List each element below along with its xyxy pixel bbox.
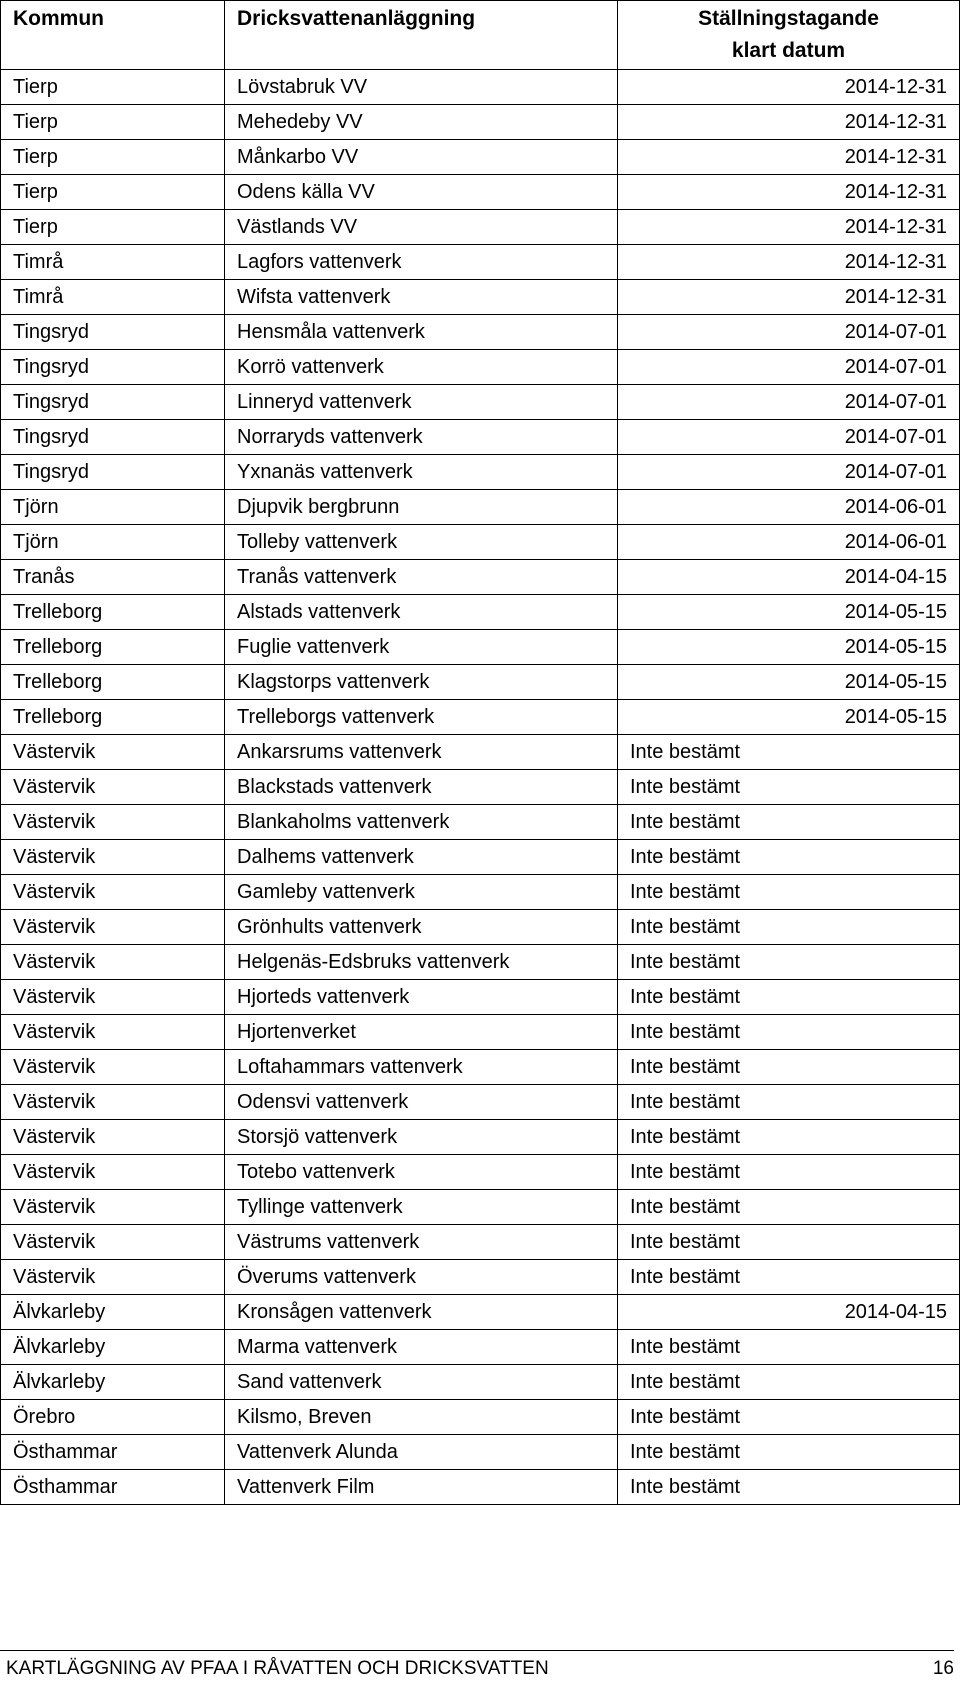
table-row [1, 1155, 960, 1190]
table-row [1, 1365, 960, 1400]
header-anlaggning: Dricksvattenanläggning [225, 1, 618, 70]
cell-kommun: Västervik [1, 735, 225, 770]
table-row [1, 280, 960, 315]
cell-datum: Inte bestämt [618, 1400, 960, 1435]
cell-kommun: Tierp [1, 175, 225, 210]
cell-anlaggning: Tranås vattenverk [225, 560, 618, 595]
table-row [1, 630, 960, 665]
cell-datum: 2014-05-15 [618, 630, 960, 665]
cell-datum: 2014-12-31 [618, 210, 960, 245]
cell-kommun: Tingsryd [1, 420, 225, 455]
cell-datum: Inte bestämt [618, 1190, 960, 1225]
cell-datum: Inte bestämt [618, 770, 960, 805]
cell-datum: 2014-12-31 [618, 245, 960, 280]
cell-anlaggning: Norraryds vattenverk [225, 420, 618, 455]
cell-anlaggning: Fuglie vattenverk [225, 630, 618, 665]
cell-datum: Inte bestämt [618, 1015, 960, 1050]
cell-anlaggning: Hjortenverket [225, 1015, 618, 1050]
cell-anlaggning: Dalhems vattenverk [225, 840, 618, 875]
table-row [1, 700, 960, 735]
table-row [1, 490, 960, 525]
cell-kommun: Tierp [1, 140, 225, 175]
table-row [1, 1120, 960, 1155]
table-row [1, 315, 960, 350]
cell-kommun: Tingsryd [1, 385, 225, 420]
cell-anlaggning: Marma vattenverk [225, 1330, 618, 1365]
cell-datum: 2014-07-01 [618, 315, 960, 350]
cell-anlaggning: Västlands VV [225, 210, 618, 245]
cell-anlaggning: Djupvik bergbrunn [225, 490, 618, 525]
cell-kommun: Trelleborg [1, 630, 225, 665]
cell-anlaggning: Lagfors vattenverk [225, 245, 618, 280]
table-row [1, 245, 960, 280]
cell-datum: 2014-04-15 [618, 1295, 960, 1330]
table-row [1, 1260, 960, 1295]
cell-anlaggning: Vattenverk Film [225, 1470, 618, 1505]
cell-datum: 2014-07-01 [618, 350, 960, 385]
table-row [1, 1470, 960, 1505]
table-row [1, 1085, 960, 1120]
cell-anlaggning: Kilsmo, Breven [225, 1400, 618, 1435]
cell-kommun: Tingsryd [1, 350, 225, 385]
table-row [1, 980, 960, 1015]
cell-kommun: Örebro [1, 1400, 225, 1435]
cell-datum: Inte bestämt [618, 1435, 960, 1470]
cell-kommun: Västervik [1, 1155, 225, 1190]
cell-kommun: Västervik [1, 1085, 225, 1120]
cell-datum: 2014-05-15 [618, 665, 960, 700]
cell-datum: 2014-06-01 [618, 525, 960, 560]
cell-anlaggning: Wifsta vattenverk [225, 280, 618, 315]
table-row [1, 525, 960, 560]
cell-anlaggning: Hensmåla vattenverk [225, 315, 618, 350]
cell-datum: Inte bestämt [618, 805, 960, 840]
cell-kommun: Tierp [1, 105, 225, 140]
cell-kommun: Tingsryd [1, 315, 225, 350]
cell-kommun: Västervik [1, 1260, 225, 1295]
table-header-row [1, 1, 960, 70]
cell-anlaggning: Ankarsrums vattenverk [225, 735, 618, 770]
cell-datum: Inte bestämt [618, 910, 960, 945]
cell-datum: Inte bestämt [618, 1155, 960, 1190]
page-footer [0, 1650, 954, 1683]
cell-kommun: Tierp [1, 210, 225, 245]
footer-title: KARTLÄGGNING AV PFAA I RÅVATTEN OCH DRICKSVATTEN [6, 1658, 549, 1679]
table-row [1, 735, 960, 770]
table-row [1, 210, 960, 245]
cell-datum: 2014-05-15 [618, 595, 960, 630]
table-row [1, 945, 960, 980]
table-row [1, 175, 960, 210]
cell-datum: Inte bestämt [618, 1470, 960, 1505]
table-body [1, 70, 960, 1505]
cell-anlaggning: Mehedeby VV [225, 105, 618, 140]
cell-datum: Inte bestämt [618, 875, 960, 910]
table-row [1, 1015, 960, 1050]
cell-anlaggning: Alstads vattenverk [225, 595, 618, 630]
table-row [1, 1400, 960, 1435]
cell-anlaggning: Klagstorps vattenverk [225, 665, 618, 700]
cell-anlaggning: Odensvi vattenverk [225, 1085, 618, 1120]
cell-kommun: Östhammar [1, 1470, 225, 1505]
table-row [1, 70, 960, 105]
table-row [1, 350, 960, 385]
cell-kommun: Tierp [1, 70, 225, 105]
table-row [1, 560, 960, 595]
cell-anlaggning: Lövstabruk VV [225, 70, 618, 105]
cell-kommun: Västervik [1, 1050, 225, 1085]
cell-kommun: Tjörn [1, 490, 225, 525]
cell-anlaggning: Blankaholms vattenverk [225, 805, 618, 840]
cell-datum: Inte bestämt [618, 945, 960, 980]
cell-datum: Inte bestämt [618, 1120, 960, 1155]
cell-anlaggning: Sand vattenverk [225, 1365, 618, 1400]
cell-kommun: Älvkarleby [1, 1295, 225, 1330]
cell-datum: Inte bestämt [618, 840, 960, 875]
cell-anlaggning: Yxnanäs vattenverk [225, 455, 618, 490]
table-row [1, 805, 960, 840]
cell-anlaggning: Grönhults vattenverk [225, 910, 618, 945]
cell-anlaggning: Trelleborgs vattenverk [225, 700, 618, 735]
table-row [1, 665, 960, 700]
cell-anlaggning: Tyllinge vattenverk [225, 1190, 618, 1225]
cell-datum: Inte bestämt [618, 1330, 960, 1365]
cell-kommun: Västervik [1, 875, 225, 910]
cell-anlaggning: Vattenverk Alunda [225, 1435, 618, 1470]
cell-anlaggning: Hjorteds vattenverk [225, 980, 618, 1015]
table-row [1, 420, 960, 455]
cell-datum: Inte bestämt [618, 980, 960, 1015]
table-row [1, 840, 960, 875]
cell-anlaggning: Tolleby vattenverk [225, 525, 618, 560]
cell-datum: Inte bestämt [618, 1260, 960, 1295]
cell-datum: 2014-06-01 [618, 490, 960, 525]
cell-kommun: Västervik [1, 805, 225, 840]
table-row [1, 875, 960, 910]
table-row [1, 140, 960, 175]
table-row [1, 385, 960, 420]
cell-anlaggning: Odens källa VV [225, 175, 618, 210]
table-row [1, 770, 960, 805]
cell-kommun: Västervik [1, 1120, 225, 1155]
cell-kommun: Älvkarleby [1, 1330, 225, 1365]
cell-kommun: Västervik [1, 840, 225, 875]
cell-kommun: Västervik [1, 980, 225, 1015]
table-row [1, 1295, 960, 1330]
cell-kommun: Tjörn [1, 525, 225, 560]
cell-anlaggning: Överums vattenverk [225, 1260, 618, 1295]
cell-datum: Inte bestämt [618, 1365, 960, 1400]
cell-anlaggning: Totebo vattenverk [225, 1155, 618, 1190]
cell-kommun: Tranås [1, 560, 225, 595]
cell-kommun: Timrå [1, 280, 225, 315]
table-row [1, 1190, 960, 1225]
table-row [1, 595, 960, 630]
cell-anlaggning: Loftahammars vattenverk [225, 1050, 618, 1085]
cell-kommun: Östhammar [1, 1435, 225, 1470]
cell-kommun: Västervik [1, 910, 225, 945]
cell-kommun: Älvkarleby [1, 1365, 225, 1400]
cell-anlaggning: Gamleby vattenverk [225, 875, 618, 910]
cell-datum: 2014-12-31 [618, 175, 960, 210]
cell-datum: 2014-07-01 [618, 385, 960, 420]
table-row [1, 1225, 960, 1260]
cell-kommun: Tingsryd [1, 455, 225, 490]
cell-anlaggning: Korrö vattenverk [225, 350, 618, 385]
cell-datum: Inte bestämt [618, 1225, 960, 1260]
cell-anlaggning: Månkarbo VV [225, 140, 618, 175]
table-row [1, 1330, 960, 1365]
cell-anlaggning: Kronsågen vattenverk [225, 1295, 618, 1330]
page-number: 16 [932, 1658, 954, 1679]
cell-kommun: Västervik [1, 1225, 225, 1260]
cell-datum: 2014-12-31 [618, 280, 960, 315]
table-row [1, 910, 960, 945]
cell-datum: 2014-04-15 [618, 560, 960, 595]
cell-kommun: Trelleborg [1, 595, 225, 630]
cell-datum: 2014-12-31 [618, 105, 960, 140]
cell-anlaggning: Blackstads vattenverk [225, 770, 618, 805]
cell-anlaggning: Västrums vattenverk [225, 1225, 618, 1260]
cell-datum: 2014-07-01 [618, 455, 960, 490]
table-row [1, 1050, 960, 1085]
cell-anlaggning: Helgenäs-Edsbruks vattenverk [225, 945, 618, 980]
table-row [1, 1435, 960, 1470]
cell-datum: 2014-07-01 [618, 420, 960, 455]
cell-kommun: Trelleborg [1, 700, 225, 735]
cell-datum: Inte bestämt [618, 735, 960, 770]
cell-datum: 2014-12-31 [618, 70, 960, 105]
header-stallningstagande: Ställningstagande klart datum [618, 1, 960, 70]
table-row [1, 455, 960, 490]
cell-anlaggning: Linneryd vattenverk [225, 385, 618, 420]
cell-datum: Inte bestämt [618, 1050, 960, 1085]
cell-kommun: Västervik [1, 1015, 225, 1050]
cell-datum: Inte bestämt [618, 1085, 960, 1120]
cell-kommun: Västervik [1, 945, 225, 980]
cell-kommun: Trelleborg [1, 665, 225, 700]
header-kommun: Kommun [1, 1, 225, 70]
cell-datum: 2014-05-15 [618, 700, 960, 735]
table-row [1, 105, 960, 140]
cell-datum: 2014-12-31 [618, 140, 960, 175]
cell-anlaggning: Storsjö vattenverk [225, 1120, 618, 1155]
cell-kommun: Västervik [1, 1190, 225, 1225]
cell-kommun: Västervik [1, 770, 225, 805]
cell-kommun: Timrå [1, 245, 225, 280]
